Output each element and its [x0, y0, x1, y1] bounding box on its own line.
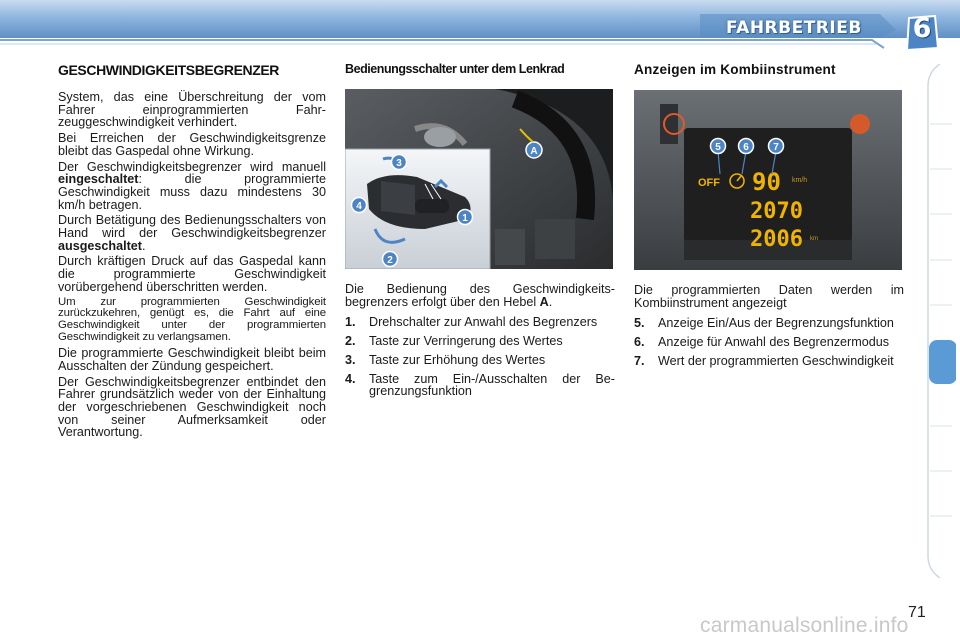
section-heading: Bedienungsschalter unter dem Lenkrad: [345, 62, 565, 76]
list-item: [345, 316, 615, 329]
list-item: [345, 354, 615, 367]
text: .: [142, 238, 146, 253]
item-text: Wert der programmierten Geschwindigkeit: [658, 353, 894, 368]
label-6: 6: [743, 142, 749, 153]
label-4: 4: [356, 201, 362, 212]
instrument-cluster-photo: [634, 90, 902, 270]
paragraph: Der Geschwindigkeitsbegrenzer entbindet den Fahrer grundsätzlich weder von der Einhaltung der vorgeschriebenen Geschwindigkeit noch von seiner Aufmerksamkeit oder Verantwortung.: [58, 374, 326, 440]
label-7: 7: [773, 142, 779, 153]
chapter-number: 6: [912, 13, 932, 44]
paragraph: Bei Erreichen der Geschwindigkeitsgrenze bleibt das Gaspedal ohne Wirkung.: [58, 131, 326, 158]
speed-unit-text: km/h: [792, 177, 808, 184]
chapter-tabs: [926, 64, 956, 578]
paragraph: System, das eine Überschreitung der vom Fahrer einprogrammierten Fahrzeuggeschwindigkeit verhindert.: [58, 90, 326, 130]
list-item: [634, 355, 904, 368]
item-text: Taste zur Erhöhung des Wertes: [369, 352, 546, 367]
paragraph: [58, 161, 326, 212]
paragraph: Die programmierte Geschwindigkeit bleibt beim Ausschalten der Zündung gespeichert.: [58, 346, 326, 373]
control-list: [345, 316, 615, 398]
item-text: Anzeige für Anwahl des Begrenzermodus: [658, 335, 890, 350]
item-number: 3.: [345, 352, 356, 367]
text: Durch Betätigung des Bedienungsschalters von Hand wird der Geschwindigkeitsbegrenzer: [58, 213, 326, 241]
item-number: 4.: [345, 371, 356, 386]
list-item: [345, 335, 615, 348]
chapter-title: FAHRBETRIEB: [726, 18, 862, 38]
label-5: 5: [715, 142, 721, 153]
lever-illustration: [345, 89, 613, 269]
paragraph: Durch kräftigen Druck auf das Gaspedal kann die programmierte Geschwindigkeit vorübergehend überschritten werden.: [58, 254, 326, 294]
item-number: 1.: [345, 315, 356, 330]
bold-text: ausgeschaltet: [58, 238, 142, 253]
off-indicator-text: OFF: [698, 177, 720, 189]
paragraph-small: Um zur programmierten Geschwindigkeit zurückzukehren, genügt es, die Fahrt auf eine Geschwindigkeit unter der programmierten Geschwindigkeit zu verlangsamen.: [58, 295, 326, 344]
list-item: [634, 336, 904, 349]
text: Der Geschwindigkeitsbegrenzer wird manuell: [58, 159, 326, 174]
item-text: Taste zur Verringerung des Wertes: [369, 334, 563, 349]
steering-lever-photo: [345, 89, 613, 269]
item-text: Taste zum Ein-/Ausschalten der Begrenzungsfunktion: [369, 371, 615, 399]
left-column: [58, 62, 326, 442]
display-list: [634, 317, 904, 367]
label-3: 3: [396, 158, 402, 169]
item-text: Anzeige Ein/Aus der Begrenzungsfunktion: [658, 316, 894, 331]
limit-speed-text: 90: [752, 168, 781, 196]
odometer-unit-text: km: [810, 236, 818, 242]
section-heading: Anzeigen im Kombiinstrument: [634, 62, 836, 77]
text: : die programmierte Geschwindigkeit muss dazu mindestens 30 km/h betragen.: [58, 172, 326, 212]
page-number: 71: [908, 604, 926, 621]
item-number: 2.: [345, 334, 356, 349]
item-number: 6.: [634, 335, 645, 350]
bold-text: eingeschaltet: [58, 172, 139, 187]
middle-column: [345, 62, 615, 404]
watermark-text: carmanualsonline.info: [700, 614, 909, 637]
item-number: 5.: [634, 316, 645, 331]
paragraph: Die programmierten Daten werden im Kombiinstrument angezeigt: [634, 283, 904, 310]
cluster-illustration: [634, 90, 902, 270]
odometer-1-text: 2070: [750, 199, 803, 224]
paragraph: [58, 214, 326, 252]
item-text: Drehschalter zur Anwahl des Begrenzers: [369, 315, 598, 330]
section-heading: GESCHWINDIGKEITSBEGRENZER: [58, 62, 280, 78]
text: .: [548, 294, 553, 309]
list-item: [634, 317, 904, 330]
label-a: A: [530, 146, 538, 157]
paragraph: [345, 283, 615, 308]
bold-text: A: [539, 294, 549, 309]
odometer-2-text: 2006: [750, 227, 803, 252]
right-column: [634, 62, 904, 374]
text: Die Bedienung des Geschwindigkeitsbegrenzers erfolgt über den Hebel: [345, 282, 615, 309]
list-item: [345, 373, 615, 398]
label-2: 2: [387, 255, 393, 266]
label-1: 1: [462, 213, 468, 224]
item-number: 7.: [634, 353, 645, 368]
